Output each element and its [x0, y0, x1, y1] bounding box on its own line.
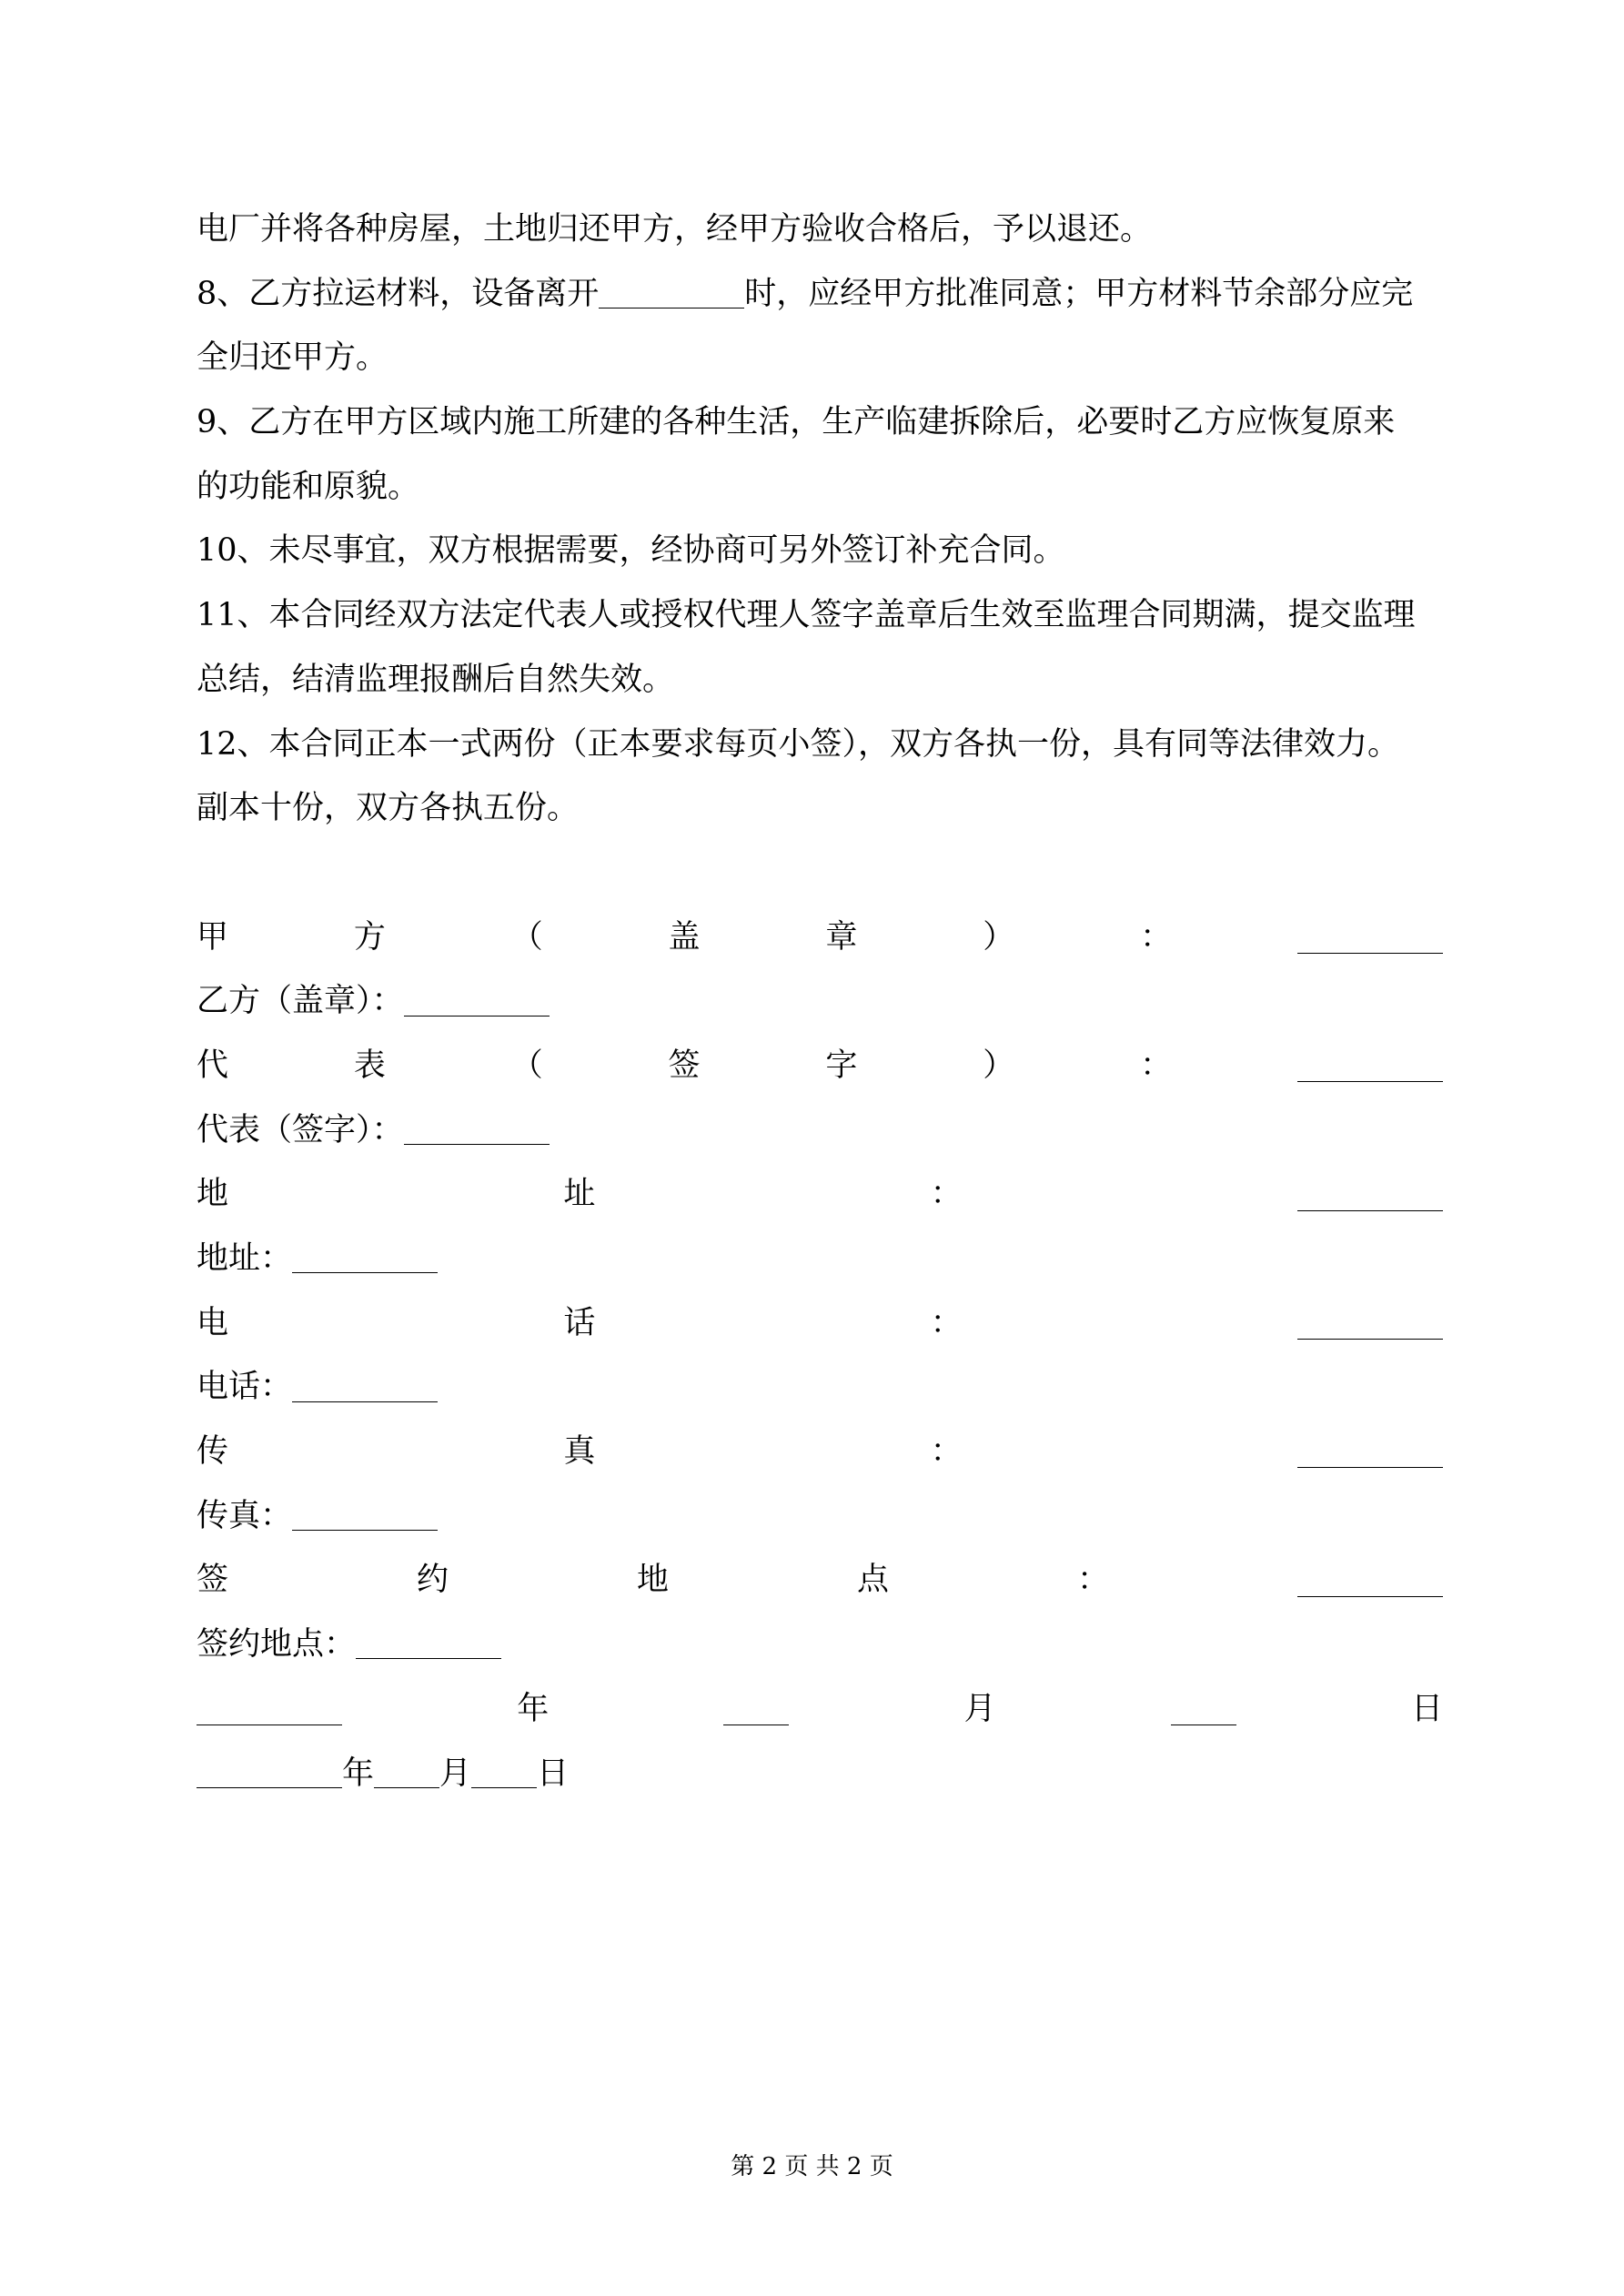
clause-paragraph	[197, 713, 1443, 841]
text-segment: 乙方（盖章）：	[197, 983, 404, 1020]
fill-in-blank	[599, 276, 744, 308]
signature-line	[197, 1548, 1443, 1613]
fill-in-blank	[292, 1370, 438, 1402]
clause-paragraph	[197, 197, 1443, 262]
text-segment: 章	[825, 918, 858, 956]
fill-in-blank	[1297, 921, 1443, 954]
text-segment: ：	[930, 1304, 963, 1341]
text-segment: 日	[1410, 1690, 1443, 1727]
fill-in-blank	[356, 1626, 501, 1659]
text-segment: 电话：	[197, 1369, 293, 1406]
text-segment: ：	[1140, 918, 1173, 956]
text-segment: 签	[668, 1047, 701, 1084]
clause-paragraph	[197, 390, 1443, 519]
text-segment: 代	[197, 1047, 229, 1084]
text-segment: 甲	[197, 918, 229, 956]
fill-in-blank	[471, 1755, 537, 1788]
text-segment: 总结，结清监理报酬后自然失效。	[197, 661, 675, 698]
text-segment: （	[510, 1047, 543, 1084]
text-segment: 表	[353, 1047, 386, 1084]
text-segment: ）	[983, 1047, 1015, 1084]
text-segment: 地	[637, 1562, 670, 1599]
signature-line	[197, 1484, 1443, 1549]
signature-line	[197, 1034, 1443, 1098]
text-segment: ：	[1077, 1562, 1110, 1599]
text-segment: ：	[930, 1176, 963, 1213]
text-segment: 全归还甲方。	[197, 339, 388, 377]
text-segment: 9、乙方在甲方区域内施工所建的各种生活，生产临建拆除后，必要时乙方应恢复原来	[197, 404, 1396, 441]
text-segment: 副本十份，双方各执五份。	[197, 790, 580, 827]
fill-in-blank	[404, 984, 550, 1017]
signature-line	[197, 1162, 1443, 1227]
fill-in-blank	[197, 1755, 342, 1788]
text-segment: 地址：	[197, 1240, 293, 1277]
text-segment: 电厂并将各种房屋，土地归还甲方，经甲方验收合格后，予以退还。	[197, 211, 1153, 248]
text-segment: 8、乙方拉运材料，设备离开	[197, 275, 600, 312]
text-segment: 址	[563, 1176, 596, 1213]
signature-line	[197, 1742, 1443, 1806]
text-segment: 10、未尽事宜，双方根据需要，经协商可另外签订补充合同。	[197, 532, 1065, 570]
text-line	[197, 455, 1443, 520]
fill-in-blank	[292, 1498, 438, 1531]
document-body	[197, 197, 1443, 1805]
text-segment: 点	[857, 1562, 890, 1599]
text-segment: 字	[825, 1047, 858, 1084]
text-segment: 年	[342, 1755, 375, 1792]
fill-in-blank	[1171, 1693, 1236, 1725]
fill-in-blank	[1297, 1178, 1443, 1211]
page-footer: 第 2 页 共 2 页	[731, 2153, 893, 2180]
text-line	[197, 583, 1443, 648]
signature-line	[197, 1291, 1443, 1356]
fill-in-blank	[374, 1755, 439, 1788]
fill-in-blank	[723, 1693, 789, 1725]
fill-in-blank	[1297, 1307, 1443, 1340]
text-segment: 签约地点：	[197, 1626, 357, 1664]
text-segment: 月	[963, 1690, 996, 1727]
fill-in-blank	[1297, 1435, 1443, 1468]
signature-line	[197, 1098, 1443, 1163]
text-segment: 真	[563, 1433, 596, 1471]
text-segment: 代表（签字）：	[197, 1111, 404, 1148]
text-segment: 电	[197, 1304, 229, 1341]
spacer	[197, 841, 1443, 905]
text-segment: 年	[517, 1690, 550, 1727]
text-line	[197, 197, 1443, 262]
signature-line	[197, 1420, 1443, 1484]
text-segment: 日	[537, 1755, 570, 1792]
text-segment: ）	[983, 918, 1015, 956]
text-segment: 地	[197, 1176, 229, 1213]
text-segment: ：	[1140, 1047, 1173, 1084]
clause-paragraph	[197, 519, 1443, 583]
fill-in-blank	[292, 1240, 438, 1273]
text-segment: 话	[563, 1304, 596, 1341]
text-segment: 传真：	[197, 1497, 293, 1534]
signature-line	[197, 1613, 1443, 1677]
text-line	[197, 776, 1443, 841]
signature-line	[197, 905, 1443, 970]
text-line	[197, 648, 1443, 713]
text-segment: 方	[353, 918, 386, 956]
text-segment: 约	[417, 1562, 449, 1599]
fill-in-blank	[1297, 1564, 1443, 1597]
text-segment: 盖	[668, 918, 701, 956]
text-line	[197, 326, 1443, 390]
clause-paragraph	[197, 583, 1443, 712]
text-segment: ：	[930, 1433, 963, 1471]
clause-paragraph	[197, 262, 1443, 390]
text-line	[197, 713, 1443, 777]
text-segment: 月	[439, 1755, 472, 1792]
fill-in-blank	[1297, 1049, 1443, 1082]
text-segment: （	[510, 918, 543, 956]
text-segment: 时，应经甲方批准同意；甲方材料节余部分应完	[744, 275, 1414, 312]
fill-in-blank	[197, 1693, 342, 1725]
text-segment: 11、本合同经双方法定代表人或授权代理人签字盖章后生效至监理合同期满，提交监理	[197, 597, 1416, 634]
text-line	[197, 262, 1443, 327]
text-segment: 传	[197, 1433, 229, 1471]
text-segment: 12、本合同正本一式两份（正本要求每页小签），双方各执一份，具有同等法律效力。	[197, 725, 1400, 763]
fill-in-blank	[404, 1112, 550, 1145]
text-segment: 签	[197, 1562, 229, 1599]
signature-line	[197, 1677, 1443, 1742]
text-line	[197, 519, 1443, 583]
signature-line	[197, 1227, 1443, 1291]
text-segment: 的功能和原貌。	[197, 468, 420, 505]
signature-line	[197, 969, 1443, 1034]
signature-line	[197, 1355, 1443, 1420]
text-line	[197, 390, 1443, 455]
